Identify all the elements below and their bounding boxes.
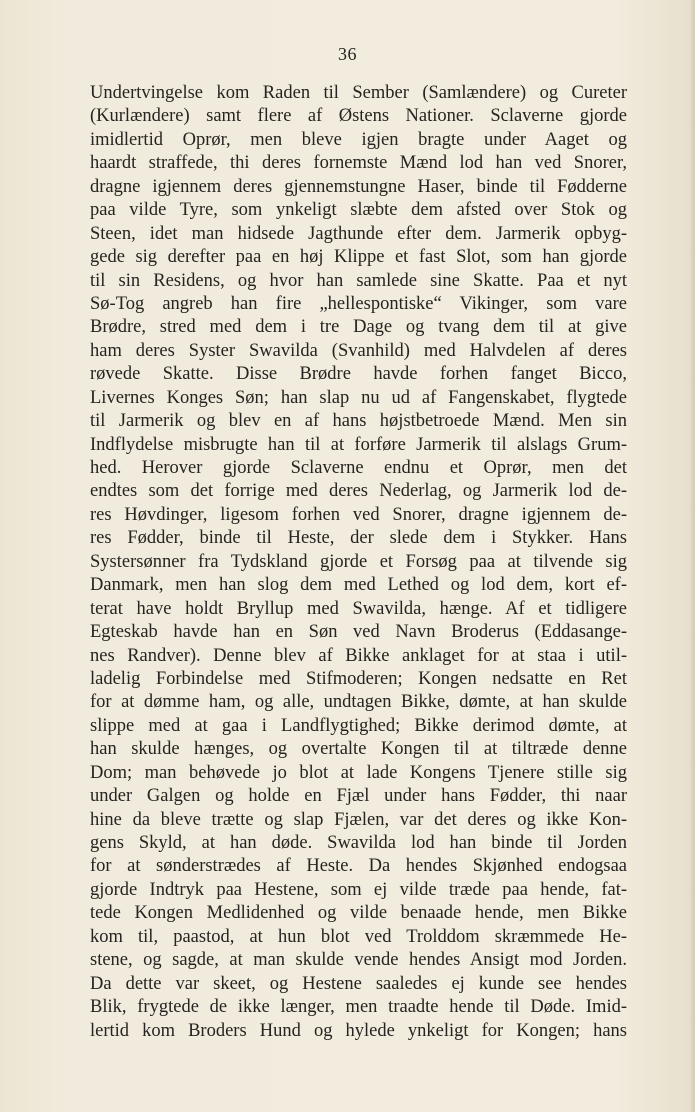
text-line: Livernes Konges Søn; han slap nu ud af Fangenskabet, flygtede (90, 387, 627, 408)
text-line: res Høvdinger, ligesom forhen ved Snorer, dragne igjennem de- (90, 504, 627, 525)
text-line: Undertvingelse kom Raden til Sember (Samlændere) og Cureter (90, 83, 627, 103)
text-line: gede sig derefter paa en høj Klippe et fast Slot, som han gjorde (90, 247, 627, 268)
text-line: ladelig Forbindelse med Stifmoderen; Kongen nedsatte en Ret (90, 668, 627, 689)
text-line: for at sønderstrædes af Heste. Da hendes Skjønhed endogsaa (90, 856, 627, 877)
body-text (90, 82, 627, 1043)
text-line: Dom; man behøvede jo blot at lade Kongens Tjenere stille sig (90, 762, 627, 783)
text-line: endtes som det forrige med deres Nederlag, og Jarmerik lod de- (90, 481, 627, 502)
text-line: imidlertid Oprør, men bleve igjen bragte under Aaget og (90, 129, 627, 150)
text-line: Danmark, men han slog dem med Lethed og lod dem, kort ef- (90, 575, 627, 596)
text-line: Egteskab havde han en Søn ved Navn Broderus (Eddasange- (90, 622, 627, 643)
text-line: han skulde hænges, og overtalte Kongen til at tiltræde denne (90, 739, 627, 760)
page-number: 36 (338, 44, 357, 64)
text-line: Systersønner fra Tydskland gjorde et Forsøg paa at tilvende sig (90, 551, 627, 572)
text-line: røvede Skatte. Disse Brødre havde forhen fanget Bicco, (90, 364, 627, 385)
text-line: lertid kom Broders Hund og hylede ynkeligt for Kongen; hans (90, 1020, 627, 1041)
text-line: Blik, frygtede de ikke længer, men traadte hende til Døde. Imid- (90, 997, 627, 1018)
text-line: tede Kongen Medlidenhed og vilde benaade hende, men Bikke (90, 903, 627, 924)
text-line: kom til, paastod, at hun blot ved Trolddom skræmmede He- (90, 926, 627, 947)
text-line: Da dette var skeet, og Hestene saaledes ej kunde see hendes (90, 973, 627, 994)
text-line: Steen, idet man hidsede Jagthunde efter dem. Jarmerik opbyg- (90, 223, 627, 244)
text-line: til Jarmerik og blev en af hans højstbetroede Mænd. Men sin (90, 411, 627, 432)
text-line: stene, og sagde, at man skulde vende hendes Ansigt mod Jorden. (90, 950, 627, 971)
text-line: gjorde Indtryk paa Hestene, som ej vilde træde paa hende, fat- (90, 879, 627, 900)
text-line: Indflydelse misbrugte han til at forføre Jarmerik til alslags Grum- (90, 434, 627, 455)
text-line: ham deres Syster Swavilda (Svanhild) med Halvdelen af deres (90, 340, 627, 361)
text-line: til sin Residens, og hvor han samlede sine Skatte. Paa et nyt (90, 270, 627, 291)
text-line: under Galgen og holde en Fjæl under hans Fødder, thi naar (90, 786, 627, 807)
text-line: (Kurlændere) samt flere af Østens Nationer. Sclaverne gjorde (90, 106, 627, 127)
text-line: nes Randver). Denne blev af Bikke anklaget for at staa i util- (90, 645, 627, 666)
text-line: terat have holdt Bryllup med Swavilda, hænge. Af et tidligere (90, 598, 627, 619)
text-line: paa vilde Tyre, som ynkeligt slæbte dem afsted over Stok og (90, 200, 627, 221)
text-line: for at dømme ham, og alle, undtagen Bikke, dømte, at han skulde (90, 692, 627, 713)
text-line: gens Skyld, at han døde. Swavilda lod han binde til Jorden (90, 833, 627, 853)
text-line: res Fødder, binde til Heste, der slede dem i Stykker. Hans (90, 528, 627, 549)
page-edge-shadow (689, 0, 695, 1112)
text-line: Brødre, stred med dem i tre Dage og tvang dem til at give (90, 317, 627, 338)
text-line: dragne igjennem deres gjennemstungne Haser, binde til Fødderne (90, 176, 627, 197)
text-line: Sø-Tog angreb han fire „hellespontiske“ Vikinger, som vare (90, 293, 627, 314)
text-line: slippe med at gaa i Landflygtighed; Bikke derimod dømte, at (90, 715, 627, 736)
text-line: haardt straffede, thi deres fornemste Mænd lod han ved Snorer, (90, 153, 627, 174)
text-line: hine da bleve trætte og slap Fjælen, var det deres og ikke Kon- (90, 809, 627, 830)
text-line: hed. Herover gjorde Sclaverne endnu et Oprør, men det (90, 458, 627, 478)
